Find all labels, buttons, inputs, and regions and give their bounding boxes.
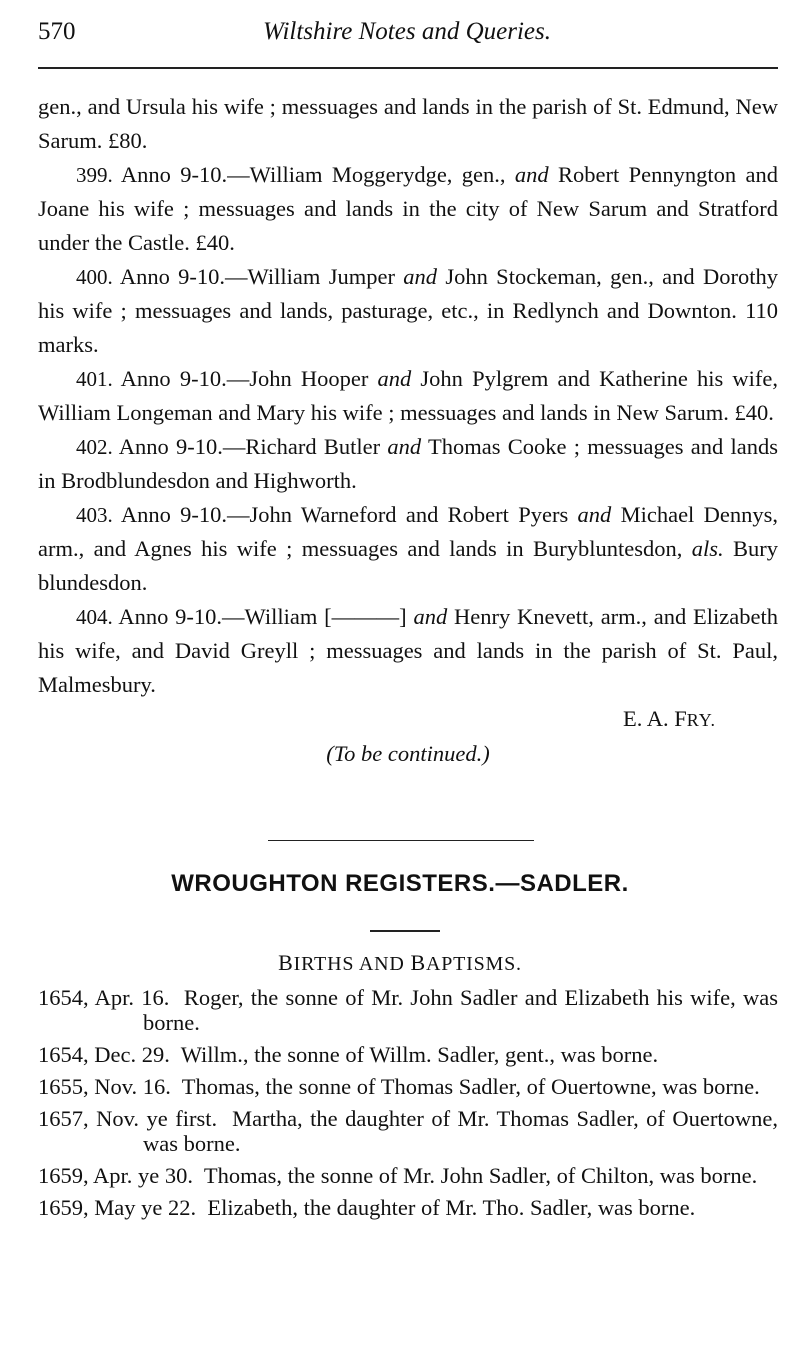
entry-text: Michael Dennys, arm., and Agnes his wife ; messuages and lands in Burybluntesdon, — [38, 502, 778, 561]
register-entries — [38, 985, 778, 1227]
entry-text: Thomas, the sonne of Mr. John Sadler, of Chilton, was borne. — [203, 1163, 758, 1188]
entry-number: 400. — [76, 265, 113, 289]
title-underline — [370, 930, 440, 932]
entry-text: Willm., the sonne of Willm. Sadler, gent., was borne. — [180, 1042, 659, 1067]
entry-text: John Pylgrem and Katherine his wife, William Longeman and Mary his wife ; messuages and lands in New Sarum. £40. — [38, 366, 778, 425]
entry-date: 1655, Nov. 16. — [38, 1074, 171, 1099]
fines-section — [38, 90, 778, 771]
entry-text: Henry Knevett, arm., and Elizabeth his wife, and David Greyll ; messuages and lands in the parish of St. Paul, Malmesbury. — [38, 604, 778, 697]
entry-number: 403. — [76, 503, 113, 527]
entry-date: 1659, May ye 22. — [38, 1195, 197, 1220]
entry-text: Anno 9-10.—William Moggerydge, gen., — [120, 162, 515, 187]
entry-italic: als. — [691, 536, 724, 561]
fine-entry-404 — [38, 600, 778, 702]
entry-number: 404. — [76, 605, 113, 629]
section-divider — [268, 840, 534, 841]
entry-text: Roger, the sonne of Mr. John Sadler and Elizabeth his wife, was borne. — [143, 985, 778, 1035]
entry-italic: and — [377, 366, 412, 391]
entry-number: 401. — [76, 367, 113, 391]
fine-entry-399 — [38, 158, 778, 260]
fine-entry-401 — [38, 362, 778, 430]
subtitle-cap: B — [410, 950, 426, 975]
register-entry — [38, 1074, 778, 1099]
register-entry — [38, 1163, 778, 1188]
subtitle-cap: B — [278, 950, 294, 975]
subtitle-smallcaps: IRTHS AND — [293, 953, 411, 975]
entry-text: Robert Pennyngton and Joane his wife ; messuages and lands in the city of New Sarum and Stratford under the Castle. £40. — [38, 162, 778, 255]
entry-text: Anno 9-10.—William Jumper — [119, 264, 404, 289]
entry-number: 399. — [76, 163, 113, 187]
entry-italic: and — [413, 604, 448, 629]
section-title: WROUGHTON REGISTERS.—SADLER. — [171, 870, 629, 897]
entry-date: 1654, Dec. 29. — [38, 1042, 170, 1067]
register-entry — [38, 1195, 778, 1220]
entry-text: Thomas Cooke ; messuages and lands in Brodblundesdon and Highworth. — [38, 434, 778, 493]
entry-text: Elizabeth, the daughter of Mr. Tho. Sadler, was borne. — [207, 1195, 696, 1220]
running-title: Wiltshire Notes and Queries. — [263, 18, 551, 45]
entry-italic: and — [387, 434, 422, 459]
continuation-paragraph: gen., and Ursula his wife ; messuages and lands in the parish of St. Edmund, New Sarum. £80. — [38, 94, 778, 153]
register-entry — [38, 985, 778, 1035]
entry-date: 1657, Nov. ye first. — [38, 1106, 218, 1131]
entry-text: Thomas, the sonne of Thomas Sadler, of Ouertowne, was borne. — [181, 1074, 760, 1099]
register-entry — [38, 1106, 778, 1156]
subsection-heading — [0, 950, 800, 976]
page-header — [38, 18, 776, 58]
entry-text: Anno 9-10.—John Warneford and Robert Pyers — [120, 502, 578, 527]
entry-text: Bury blundesdon. — [38, 536, 778, 595]
entry-italic: and — [577, 502, 612, 527]
signature-smallcaps: RY. — [686, 710, 716, 730]
subtitle-smallcaps: APTISMS. — [425, 953, 522, 975]
fine-entry-403 — [38, 498, 778, 600]
entry-italic: and — [514, 162, 549, 187]
entry-italic: and — [403, 264, 438, 289]
fine-entry-400 — [38, 260, 778, 362]
register-entry — [38, 1042, 778, 1067]
entry-text: Anno 9-10.—William [———] — [118, 604, 414, 629]
to-be-continued: (To be continued.) — [326, 741, 490, 766]
entry-text: Martha, the daughter of Mr. Thomas Sadler, of Ouertowne, was borne. — [143, 1106, 778, 1156]
page-number: 570 — [38, 18, 76, 45]
header-rule — [38, 67, 778, 69]
signature-initials: E. A. F — [623, 706, 687, 731]
author-signature — [38, 702, 778, 737]
entry-text: John Stockeman, gen., and Dorothy his wife ; messuages and lands, pasturage, etc., in Redlynch and Downton. 110 marks. — [38, 264, 778, 357]
entry-text: Anno 9-10.—John Hooper — [120, 366, 378, 391]
entry-date: 1654, Apr. 16. — [38, 985, 170, 1010]
entry-text: Anno 9-10.—Richard Butler — [118, 434, 388, 459]
fine-entry-402 — [38, 430, 778, 498]
entry-number: 402. — [76, 435, 113, 459]
entry-date: 1659, Apr. ye 30. — [38, 1163, 193, 1188]
